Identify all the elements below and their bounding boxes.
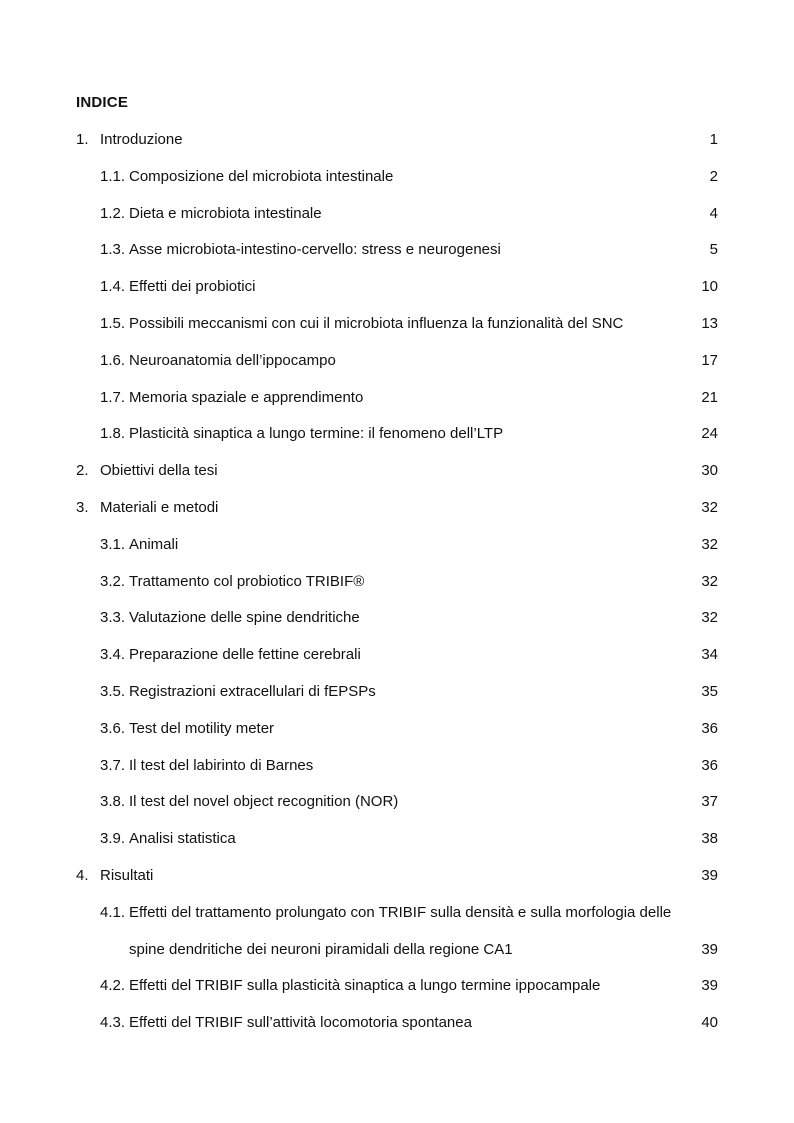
- toc-entry-page: 17: [701, 351, 718, 369]
- table-of-contents: [76, 122, 718, 1042]
- toc-entry-page: 21: [701, 388, 718, 406]
- toc-entry-label: Preparazione delle fettine cerebrali: [129, 646, 361, 664]
- toc-entry-4-1[interactable]: [76, 895, 718, 932]
- toc-entry-label: Composizione del microbiota intestinale: [129, 167, 394, 185]
- toc-entry-number: 4.: [76, 866, 89, 884]
- toc-entry-label: Neuroanatomia dell’ippocampo: [129, 351, 336, 369]
- toc-entry-1-5[interactable]: [76, 306, 718, 343]
- toc-entry-number: 1.7.: [100, 388, 126, 406]
- toc-entry-page: 35: [701, 682, 718, 700]
- toc-entry-number: 1.: [76, 131, 89, 148]
- toc-entry-number: 1.2.: [100, 204, 126, 222]
- toc-entry-1-8[interactable]: [76, 416, 718, 453]
- toc-entry-label: Materiali e metodi: [100, 498, 219, 516]
- toc-entry-number: 4.1.: [100, 903, 126, 921]
- toc-entry-number: 3.2.: [100, 572, 126, 590]
- toc-entry-3[interactable]: [76, 490, 718, 527]
- toc-entry-number: 4.3.: [100, 1014, 126, 1032]
- toc-entry-label: Asse microbiota-intestino-cervello: stress e neurogenesi: [129, 241, 501, 259]
- toc-entry-label: Risultati: [100, 866, 154, 884]
- toc-entry-1-6[interactable]: [76, 343, 718, 380]
- toc-entry-label: Introduzione: [100, 131, 183, 148]
- toc-entry-page: 10: [701, 278, 718, 296]
- toc-entry-page: 2: [709, 167, 718, 185]
- toc-entry-3-1[interactable]: [76, 527, 718, 564]
- toc-entry-number: 1.4.: [100, 278, 126, 296]
- toc-entry-number: 3.3.: [100, 609, 126, 627]
- toc-entry-page: 39: [701, 866, 718, 884]
- toc-entry-page: 32: [701, 498, 718, 516]
- toc-entry-number: 3.9.: [100, 830, 126, 848]
- toc-entry-1[interactable]: [76, 122, 718, 159]
- toc-entry-2[interactable]: [76, 453, 718, 490]
- toc-entry-page: 32: [701, 609, 718, 627]
- toc-entry-page: 5: [709, 241, 718, 259]
- toc-entry-label: Analisi statistica: [129, 830, 236, 848]
- page-title: INDICE: [76, 94, 129, 111]
- toc-entry-label: Memoria spaziale e apprendimento: [129, 388, 364, 406]
- toc-entry-number: 3.5.: [100, 682, 126, 700]
- toc-entry-1-3[interactable]: [76, 232, 718, 269]
- toc-entry-number: 3.: [76, 498, 89, 516]
- toc-entry-label: Il test del labirinto di Barnes: [129, 756, 314, 774]
- toc-entry-1-4[interactable]: [76, 269, 718, 306]
- toc-entry-number: 3.6.: [100, 719, 126, 737]
- toc-entry-number: 3.4.: [100, 646, 126, 664]
- toc-entry-page: 32: [701, 572, 718, 590]
- toc-entry-number: 1.3.: [100, 241, 126, 259]
- toc-entry-label: Effetti del TRIBIF sull’attività locomotoria spontanea: [129, 1014, 472, 1032]
- toc-entry-label: Registrazioni extracellulari di fEPSPs: [129, 682, 376, 700]
- toc-entry-label: Effetti del TRIBIF sulla plasticità sinaptica a lungo termine ippocampale: [129, 977, 601, 995]
- toc-entry-3-7[interactable]: [76, 748, 718, 785]
- toc-entry-3-3[interactable]: [76, 600, 718, 637]
- toc-entry-number: 3.7.: [100, 756, 126, 774]
- toc-entry-page: 1: [709, 131, 718, 148]
- toc-entry-page: 4: [709, 204, 718, 222]
- toc-entry-4[interactable]: [76, 858, 718, 895]
- toc-entry-page: 39: [701, 940, 718, 958]
- toc-entry-page: 38: [701, 830, 718, 848]
- toc-entry-number: 1.1.: [100, 167, 126, 185]
- toc-entry-1-7[interactable]: [76, 380, 718, 417]
- toc-entry-page: 40: [701, 1014, 718, 1032]
- toc-entry-page: 36: [701, 756, 718, 774]
- toc-entry-label: Test del motility meter: [129, 719, 275, 737]
- toc-entry-number: 1.6.: [100, 351, 126, 369]
- toc-entry-label: Valutazione delle spine dendritiche: [129, 609, 360, 627]
- toc-entry-1-2[interactable]: [76, 196, 718, 233]
- toc-entry-page: 37: [701, 793, 718, 811]
- toc-entry-page: 24: [701, 425, 718, 443]
- toc-entry-number: 4.2.: [100, 977, 126, 995]
- toc-entry-3-8[interactable]: [76, 784, 718, 821]
- toc-entry-number: 2.: [76, 462, 89, 480]
- toc-entry-label: Trattamento col probiotico TRIBIF®: [129, 572, 365, 590]
- toc-entry-4-2[interactable]: [76, 968, 718, 1005]
- toc-entry-page: 13: [701, 314, 718, 332]
- toc-entry-4-3[interactable]: [76, 1005, 718, 1042]
- toc-entry-3-9[interactable]: [76, 821, 718, 858]
- toc-entry-label: Dieta e microbiota intestinale: [129, 204, 322, 222]
- toc-entry-label: Possibili meccanismi con cui il microbiota influenza la funzionalità del SNC: [129, 314, 624, 332]
- toc-entry-page: 39: [701, 977, 718, 995]
- toc-entry-page: 36: [701, 719, 718, 737]
- toc-entry-label: Obiettivi della tesi: [100, 462, 218, 480]
- toc-entry-label: Effetti del trattamento prolungato con TRIBIF sulla densità e sulla morfologia delle: [129, 903, 672, 921]
- toc-entry-3-2[interactable]: [76, 564, 718, 601]
- toc-entry-3-6[interactable]: [76, 711, 718, 748]
- toc-entry-number: 3.8.: [100, 793, 126, 811]
- toc-entry-label: Il test del novel object recognition (NOR): [129, 793, 399, 811]
- toc-entry-label: spine dendritiche dei neuroni piramidali della regione CA1: [129, 940, 513, 958]
- toc-entry-1-1[interactable]: [76, 159, 718, 196]
- toc-entry-page: 32: [701, 535, 718, 553]
- toc-entry-page: 34: [701, 646, 718, 664]
- toc-entry-number: 1.8.: [100, 425, 126, 443]
- toc-entry-3-5[interactable]: [76, 674, 718, 711]
- toc-entry-number: 1.5.: [100, 314, 126, 332]
- toc-entry-3-4[interactable]: [76, 637, 718, 674]
- toc-entry-label: Plasticità sinaptica a lungo termine: il fenomeno dell’LTP: [129, 425, 504, 443]
- toc-entry-4-1-continued[interactable]: [76, 932, 718, 969]
- toc-entry-page: 30: [701, 462, 718, 480]
- toc-entry-label: Animali: [129, 535, 179, 553]
- toc-entry-number: 3.1.: [100, 535, 126, 553]
- toc-entry-label: Effetti dei probiotici: [129, 278, 256, 296]
